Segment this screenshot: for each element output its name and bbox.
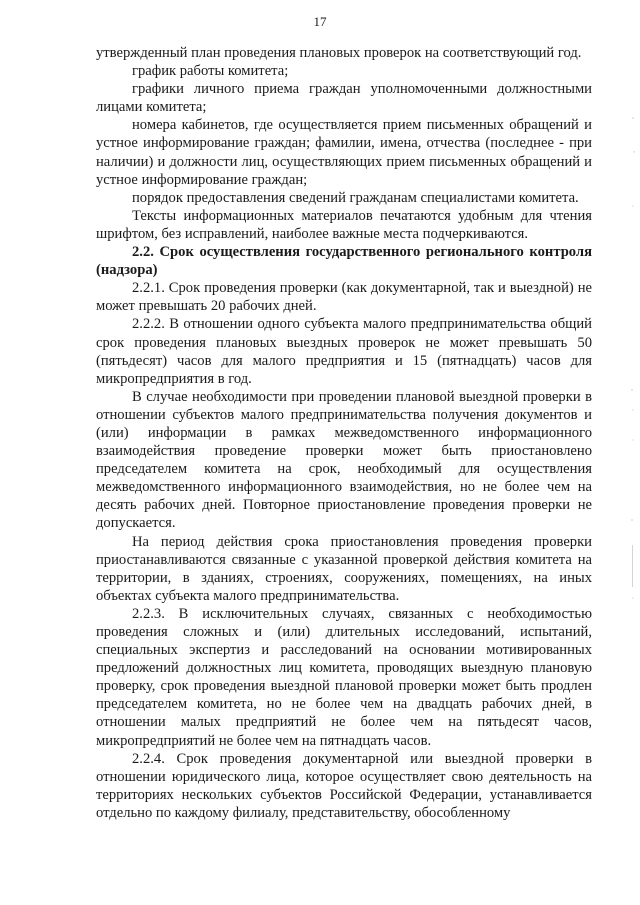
section-heading-2-2: 2.2. Срок осуществления государственного регионального контроля (надзора) — [96, 244, 592, 279]
paragraph-suspension: В случае необходимости при проведении плановой выездной проверки в отношении субъектов малого предпринимательства получения документов и (или) информации в рамках межведомственного информационного взаимодействия проведение проверки может быть приостановлено председателем комитета на срок, необходимый для осуществления межведомственного информационного взаимодействия, но не более чем на десять рабочих дней. Повторное приостановление проведения проверки не допускается. — [96, 388, 592, 532]
scan-artifacts — [620, 0, 640, 905]
paragraph-2-2-1: 2.2.1. Срок проведения проверки (как документарной, так и выездной) не может превышать 20 рабочих дней. — [96, 280, 592, 315]
paragraph-plan-line: утвержденный план проведения плановых проверок на соответствующий год. — [96, 45, 582, 61]
paragraph-suspension-period: На период действия срока приостановления проведения проверки приостанавливаются связанные с указанной проверкой действия комитета на территории, в зданиях, строениях, сооружениях, помещениях, на иных объектах субъекта малого предпринимательства. — [96, 533, 592, 604]
paragraph-office-numbers: номера кабинетов, где осуществляется прием письменных обращений и устное информирование граждан; фамилии, имена, отчества (последнее - при наличии) и должности лиц, осуществляющих прием письменных обращений и устное информирование граждан; — [96, 117, 592, 188]
document-body — [96, 44, 592, 822]
paragraph-info-procedure: порядок предоставления сведений гражданам специалистами комитета. — [132, 189, 579, 206]
page-number: 17 — [313, 14, 327, 29]
paragraph-work-schedule: график работы комитета; — [132, 63, 289, 80]
paragraph-2-2-2: 2.2.2. В отношении одного субъекта малого предпринимательства общий срок проведения плановых выездных проверок не может превышать 50 (пятьдесят) часов для малого предприятия и 15 (пятнадцать) часов для микропредприятия в год. — [96, 316, 592, 387]
paragraph-text-materials: Тексты информационных материалов печатаются удобным для чтения шрифтом, без исправлений, наиболее важные места подчеркиваются. — [96, 207, 592, 242]
paragraph-reception-schedule: графики личного приема граждан уполномоченными должностными лицами комитета; — [96, 81, 592, 116]
paragraph-2-2-4: 2.2.4. Срок проведения документарной или выездной проверки в отношении юридического лица, которое осуществляет свою деятельность на территориях нескольких субъектов Российской Федерации, устанавливается отдельно по каждому филиалу, представительству, обособленному — [96, 750, 592, 821]
paragraph-2-2-3: 2.2.3. В исключительных случаях, связанных с необходимостью проведения сложных и (или) длительных исследований, испытаний, специальных экспертиз и расследований на основании мотивированных предложений должностных лиц комитета, проводящих выездную плановую проверку, срок проведения выездной плановой проверки может быть продлен председателем комитета, но не более чем на двадцать рабочих дней, в отношении малых предприятий не более чем на пятьдесят часов, микропредприятий не более чем на пятнадцать часов. — [96, 605, 592, 749]
